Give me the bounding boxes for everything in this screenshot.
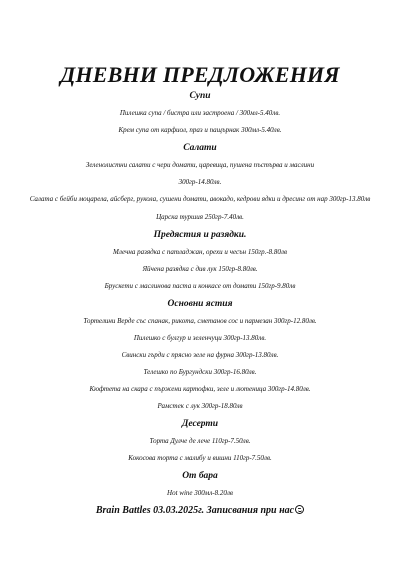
menu-item: Салата с бейби моцарела, айсберг, рукола, сушени домати, авокадо, кедрови ядки и дресинг от нар 300гр-13.80лв bbox=[29, 195, 371, 203]
event-announcement bbox=[20, 503, 380, 517]
menu-item: Яйчена разядка с див лук 150гр-8.80лв. bbox=[142, 265, 258, 273]
menu-item: Пилешко с булгур и зеленчуци 300гр-13.80лв. bbox=[133, 334, 267, 342]
section-title: Салати bbox=[183, 143, 217, 153]
menu-item: Крем супа от карфиол, праз и пащърнак 300мл-5.40лв. bbox=[118, 126, 282, 134]
section-title: Супи bbox=[189, 91, 211, 101]
menu-item: Торта Дулче де лече 110гр-7.50лв. bbox=[149, 437, 251, 445]
section-desserts bbox=[20, 416, 380, 468]
menu-item: Млечна разядка с патладжан, орехи и чесън 150гр.-8.80лв bbox=[113, 248, 287, 256]
menu-item: Hot wine 300мл-8.20лв bbox=[167, 489, 233, 497]
section-bar bbox=[20, 468, 380, 503]
menu-item: Зеленолистни салати с чери домати, царевица, пушена пъстърва и маслини bbox=[85, 161, 315, 169]
menu-item: Телешко по Бургундски 300гр-16.80лв. bbox=[143, 368, 257, 376]
menu-item: Брускети с маслинова паста и конкасе от домати 150гр-9.80лв bbox=[104, 282, 296, 290]
menu-item: Кокосова торта с малибу и вишни 110гр-7.50лв. bbox=[128, 454, 272, 462]
event-announcement-text: Brain Battles 03.03.2025г. Записвания при нас bbox=[95, 505, 295, 516]
menu-item: Свински гърди с прясно зеле на фурна 300гр-13.80лв. bbox=[121, 351, 279, 359]
menu-item: Кюфтета на скара с пържени картофки, зеле и лютеница 300гр-14.80лв. bbox=[89, 385, 311, 393]
menu-item: Царска туршия 250гр-7.40лв. bbox=[156, 213, 244, 221]
section-title: От бара bbox=[182, 471, 218, 481]
section-salads bbox=[20, 140, 380, 227]
menu-item: Рамстек с лук 300гр-18.80лв bbox=[157, 402, 243, 410]
menu-body bbox=[20, 88, 380, 517]
smiley-face-icon bbox=[295, 505, 304, 514]
section-mains bbox=[20, 296, 380, 416]
menu-item: Тортелини Верде със спанак, рикота, сметанов сос и пармезан 300гр-12.80лв. bbox=[83, 317, 317, 325]
page-title: ДНЕВНИ ПРЕДЛОЖЕНИЯ bbox=[60, 62, 340, 87]
menu-item: 300гр-14.80лв. bbox=[178, 178, 222, 186]
menu-item: Пилешка супа / бистра или застроена / 300мл-5.40лв. bbox=[119, 109, 281, 117]
section-title: Предястия и разядки. bbox=[153, 230, 247, 240]
section-starters bbox=[20, 227, 380, 296]
section-title: Основни ястия bbox=[167, 299, 233, 309]
section-soups bbox=[20, 88, 380, 140]
section-title: Десерти bbox=[181, 419, 219, 429]
